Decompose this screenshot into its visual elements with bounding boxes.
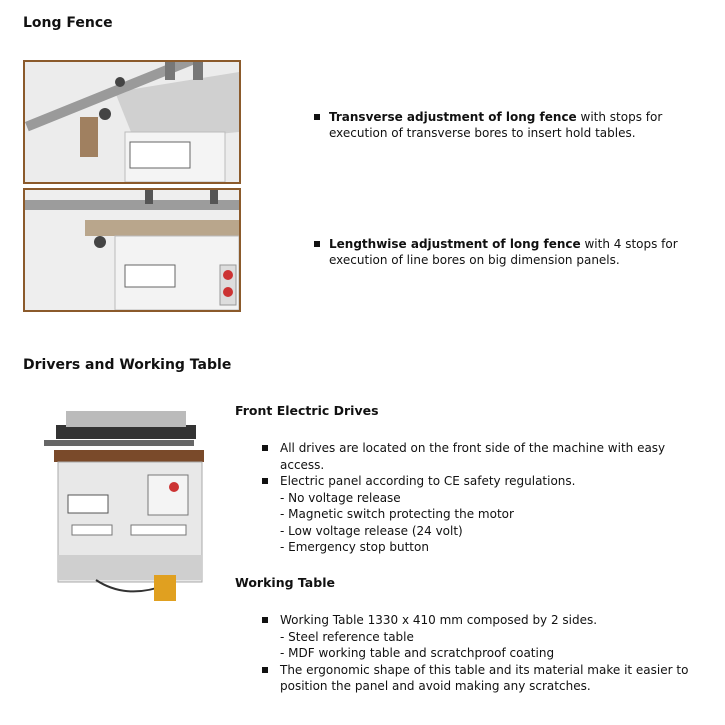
section-title-long-fence: Long Fence <box>23 15 113 31</box>
front-electric-drives-title: Front Electric Drives <box>235 403 379 418</box>
list-item: Electric panel according to CE safety regulations. - No voltage release - Magnetic switch protecting the motor - Low voltage release (24 volt) - Emergency stop button <box>262 473 702 556</box>
bullet-icon <box>262 478 268 484</box>
long-fence-bullet-1: Transverse adjustment of long fence with stops for execution of transverse bores to insert hold tables. <box>329 110 663 140</box>
long-fence-bullet-2: Lengthwise adjustment of long fence with 4 stops for execution of line bores on big dimension panels. <box>329 237 678 267</box>
photo-transverse-fence <box>23 60 241 184</box>
working-table-title: Working Table <box>235 575 335 590</box>
list-item: All drives are located on the front side of the machine with easy access. <box>262 440 702 473</box>
bullet-icon <box>314 114 320 120</box>
section-title-drivers: Drivers and Working Table <box>23 357 232 373</box>
working-table-list <box>262 612 702 695</box>
bullet-icon <box>314 241 320 247</box>
bullet-icon <box>262 445 268 451</box>
bullet-icon <box>262 667 268 673</box>
list-item: Working Table 1330 x 410 mm composed by 2 sides. - Steel reference table - MDF working table and scratchproof coating <box>262 612 702 662</box>
photo-lengthwise-fence <box>23 188 241 312</box>
photo-machine <box>36 405 206 605</box>
bullet-icon <box>262 617 268 623</box>
front-drives-list <box>262 440 702 556</box>
list-item: The ergonomic shape of this table and its material make it easier to position the panel and avoid making any scratches. <box>262 662 702 695</box>
